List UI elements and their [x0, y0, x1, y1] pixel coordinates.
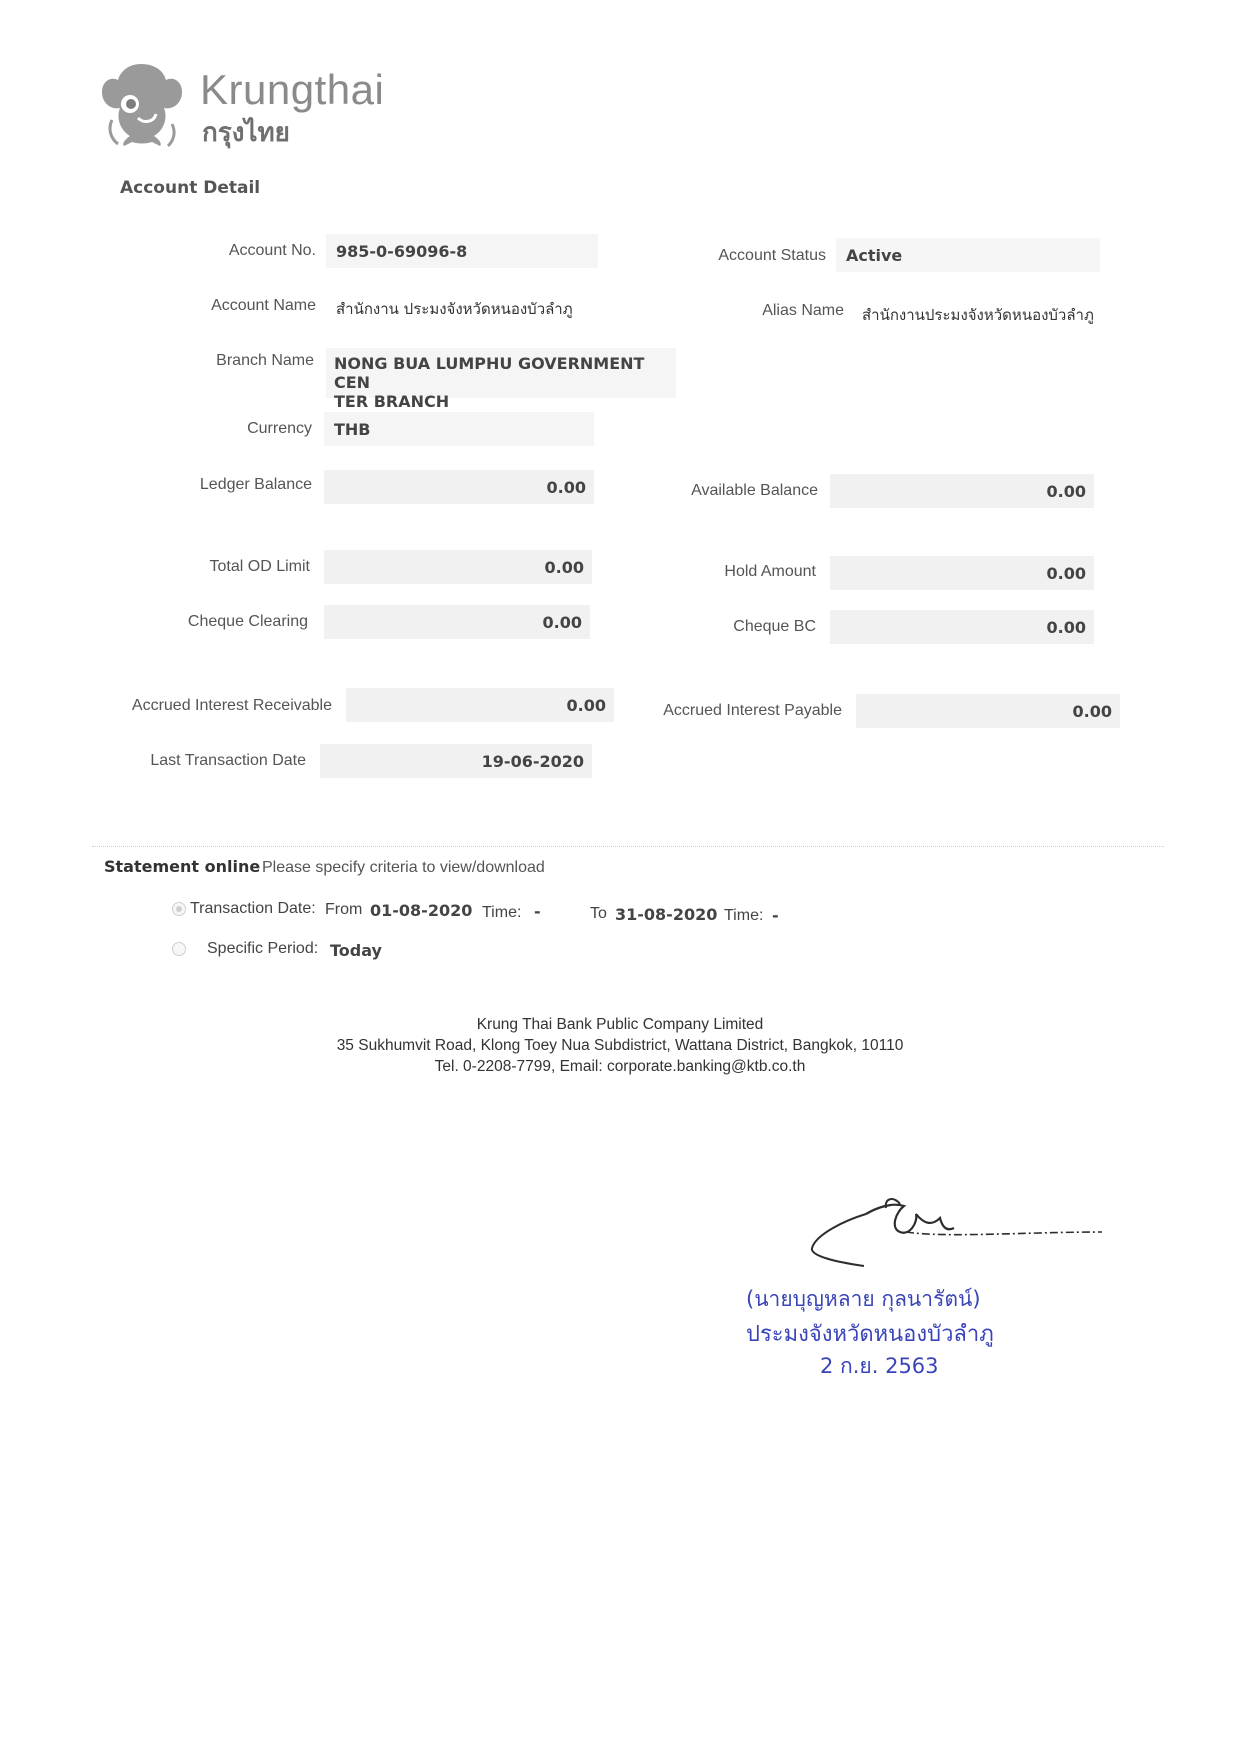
signatory-position: ประมงจังหวัดหนองบัวลำภู — [746, 1322, 994, 1347]
total-od-limit-value: 0.00 — [544, 557, 584, 577]
transaction-date-radio[interactable] — [172, 902, 186, 916]
available-balance-label: Available Balance — [691, 482, 818, 499]
branch-name-line1: NONG BUA LUMPHU GOVERNMENT CEN — [334, 354, 645, 392]
cheque-bc-field — [830, 610, 1094, 644]
to-time-value: - — [772, 906, 779, 925]
cheque-bc-value: 0.00 — [1046, 617, 1086, 637]
footer-line-company: Krung Thai Bank Public Company Limited — [476, 1016, 764, 1033]
statement-title: Statement online — [104, 857, 261, 876]
account-name-value: สำนักงาน ประมงจังหวัดหนองบัวลำภู — [336, 300, 573, 318]
alias-name-value: สำนักงานประมงจังหวัดหนองบัวลำภู — [862, 306, 1094, 324]
accrued-interest-payable-field — [856, 694, 1120, 728]
ledger-balance-label: Ledger Balance — [199, 476, 312, 493]
footer-line-contact: Tel. 0-2208-7799, Email: corporate.banking@ktb.co.th — [434, 1058, 806, 1075]
accrued-interest-receivable-label: Accrued Interest Receivable — [131, 697, 332, 714]
signatory-name: (นายบุญหลาย กุลนารัตน์) — [746, 1287, 981, 1311]
accrued-interest-payable-label: Accrued Interest Payable — [663, 702, 842, 719]
brand-name-th: กรุงไทย — [202, 118, 290, 148]
section-title: Account Detail — [120, 178, 261, 198]
specific-period-label: Specific Period: — [207, 940, 319, 957]
branch-name-label: Branch Name — [216, 352, 314, 369]
section-divider — [92, 846, 1164, 847]
to-time-label: Time: — [724, 907, 764, 924]
total-od-limit-label: Total OD Limit — [209, 558, 310, 575]
transaction-date-label: Transaction Date: — [190, 900, 316, 917]
from-time-label: Time: — [482, 904, 522, 921]
brand-name-en: Krungthai — [200, 66, 385, 113]
krungthai-logo-icon — [98, 58, 184, 148]
last-transaction-date-value: 19-06-2020 — [481, 751, 584, 771]
from-time-value: - — [534, 902, 541, 921]
account-no-field — [326, 234, 598, 268]
account-no-label: Account No. — [228, 242, 316, 259]
bank-footer — [0, 1014, 1240, 1077]
statement-hint: Please specify criteria to view/download — [262, 859, 545, 876]
signature-date: 2 ก.ย. 2563 — [820, 1354, 939, 1378]
last-transaction-date-label: Last Transaction Date — [150, 752, 306, 769]
specific-period-value: Today — [330, 941, 382, 960]
cheque-clearing-label: Cheque Clearing — [187, 613, 308, 630]
accrued-interest-receivable-field — [346, 688, 614, 722]
currency-field — [324, 412, 594, 446]
branch-name-field — [326, 348, 676, 411]
account-status-label: Account Status — [718, 247, 826, 264]
account-status-field — [836, 238, 1100, 272]
cheque-clearing-field — [324, 605, 590, 639]
specific-period-radio[interactable] — [172, 942, 186, 956]
to-date-value: 31-08-2020 — [615, 905, 718, 924]
accrued-interest-payable-value: 0.00 — [1072, 701, 1112, 721]
branch-name-line2: TER BRANCH — [334, 392, 450, 411]
available-balance-field — [830, 474, 1094, 508]
footer-line-address: 35 Sukhumvit Road, Klong Toey Nua Subdistrict, Wattana District, Bangkok, 10110 — [336, 1037, 904, 1054]
ledger-balance-value: 0.00 — [546, 477, 586, 497]
hold-amount-field — [830, 556, 1094, 590]
last-transaction-date-field — [320, 744, 592, 778]
hold-amount-label: Hold Amount — [724, 563, 816, 580]
alias-name-label: Alias Name — [762, 302, 844, 319]
currency-label: Currency — [247, 420, 312, 437]
cheque-clearing-value: 0.00 — [542, 612, 582, 632]
currency-value: THB — [334, 419, 371, 439]
hold-amount-value: 0.00 — [1046, 563, 1086, 583]
available-balance-value: 0.00 — [1046, 481, 1086, 501]
account-status-value: Active — [846, 245, 903, 265]
from-label: From — [325, 901, 363, 918]
account-no-value: 985-0-69096-8 — [336, 241, 468, 261]
to-label: To — [590, 905, 607, 922]
account-name-label: Account Name — [211, 297, 316, 314]
from-date-value: 01-08-2020 — [370, 901, 473, 920]
total-od-limit-field — [324, 550, 592, 584]
ledger-balance-field — [324, 470, 594, 504]
cheque-bc-label: Cheque BC — [733, 618, 816, 635]
handwritten-signature — [806, 1192, 1106, 1272]
accrued-interest-receivable-value: 0.00 — [566, 695, 606, 715]
